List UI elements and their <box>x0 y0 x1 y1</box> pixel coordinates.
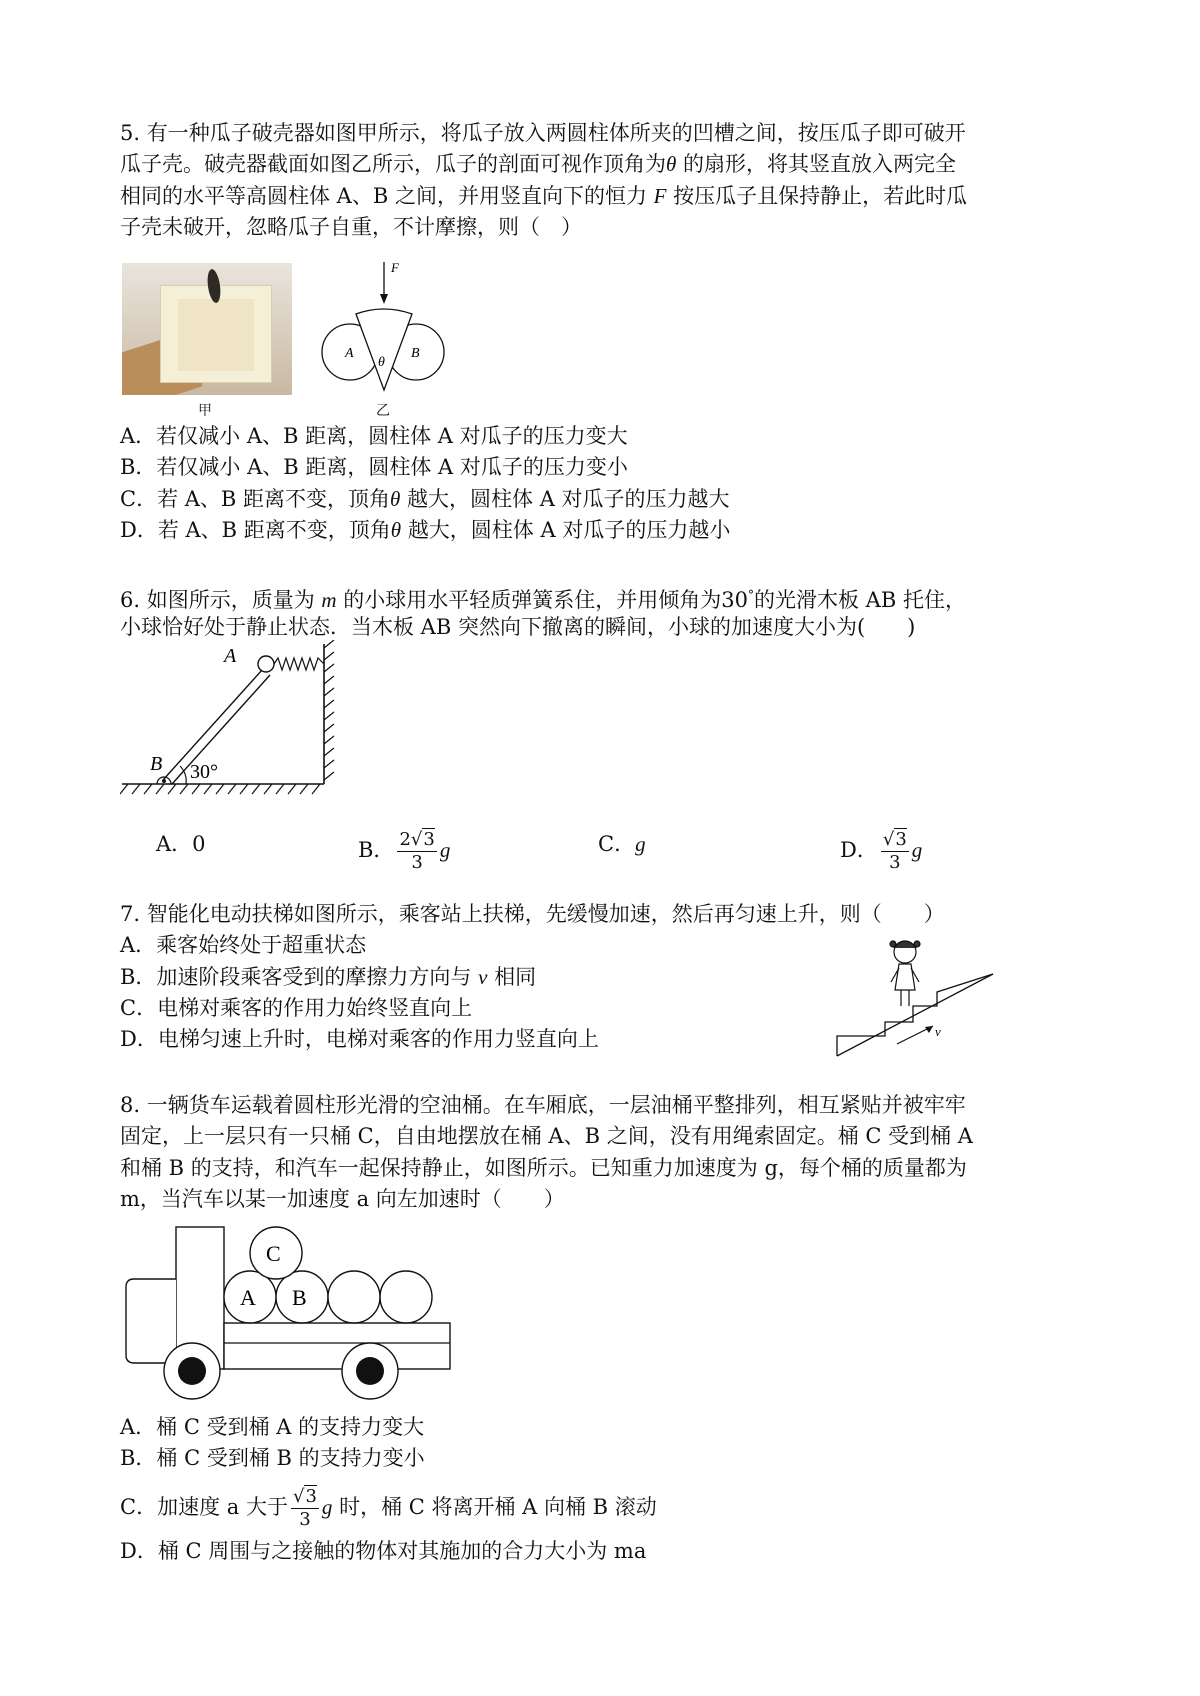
q6-line-1-c: 的光滑木板 AB 托住， <box>754 588 966 612</box>
q8-option-c-fraction <box>291 1486 319 1531</box>
q8-line-2: 固定，上一层只有一只桶 C，自由地摆放在桶 A、B 之间，没有用绳索固定。桶 C 受到桶 A <box>120 1124 973 1148</box>
q5-caption-yi: 乙 <box>376 403 390 419</box>
sqrt-sign: √ <box>292 1486 305 1507</box>
num-radicand: 3 <box>305 1486 317 1507</box>
q5-option-c-a: C．若 A、B 距离不变，顶角 <box>120 487 391 511</box>
q8-option-c-a: C．加速度 a 大于 <box>120 1495 288 1519</box>
q8-option-a[interactable]: A．桶 C 受到桶 A 的支持力变大 <box>120 1415 425 1439</box>
q6-line-1 <box>120 580 966 615</box>
q5-line-2-b: 的扇形，将其竖直放入两完全 <box>683 152 957 176</box>
label-theta: θ <box>378 355 385 370</box>
q8-line-1: 8. 一辆货车运载着圆柱形光滑的空油桶。在车厢底，一层油桶平整排列，相互紧贴并被牢牢 <box>120 1093 966 1117</box>
q6-mass-m: m <box>321 588 337 612</box>
g-symbol: g <box>439 838 451 862</box>
barrel-4 <box>380 1271 432 1323</box>
q5-option-c-theta: θ <box>390 487 401 511</box>
ground-hatch <box>120 784 320 794</box>
q8-line-4: m，当汽车以某一加速度 a 向左加速时（ ） <box>120 1187 565 1211</box>
q5-line-2-a: 瓜子壳。破壳器截面如图乙所示，瓜子的剖面可视作顶角为 <box>120 152 666 176</box>
truck-bed <box>224 1323 450 1369</box>
q5-option-c[interactable] <box>120 484 730 514</box>
force-label: F <box>391 260 399 275</box>
label-B: B <box>411 346 420 361</box>
q8-figure <box>120 1215 460 1405</box>
wheel-front-hub <box>178 1357 206 1385</box>
q5-line-1: 5. 有一种瓜子破壳器如图甲所示，将瓜子放入两圆柱体所夹的凹槽之间，按压瓜子即可破开 <box>120 121 966 145</box>
q7-option-d[interactable]: D．电梯匀速上升时，电梯对乘客的作用力竖直向上 <box>120 1027 599 1051</box>
q6-option-c[interactable] <box>598 829 646 859</box>
label-A: A <box>345 346 354 361</box>
q8-option-c-b: 时，桶 C 将离开桶 A 向桶 B 滚动 <box>339 1495 657 1519</box>
q5-option-c-b: 越大，圆柱体 A 对瓜子的压力越大 <box>407 487 730 511</box>
q5-line-4: 子壳未破开，忽略瓜子自重，不计摩擦，则（ ） <box>120 215 582 239</box>
q7-figure <box>835 930 1000 1060</box>
q6-degree: ° <box>748 588 754 602</box>
q6-option-d[interactable] <box>840 829 922 874</box>
g-symbol: g <box>635 832 646 856</box>
denominator: 3 <box>299 1509 311 1530</box>
label-angle: 30° <box>190 761 218 783</box>
wall-hatch <box>324 640 334 780</box>
passenger-bun-right <box>914 941 920 947</box>
g-symbol: g <box>321 1495 333 1519</box>
label-B: B <box>292 1285 307 1310</box>
wheel-rear-hub <box>356 1357 384 1385</box>
hinge-pin <box>162 779 166 783</box>
q7-option-b[interactable] <box>120 962 536 992</box>
q6-option-d-fraction <box>881 829 909 874</box>
sqrt-sign: √ <box>882 829 895 850</box>
num-coef: 2 <box>399 829 411 850</box>
barrel-3 <box>328 1271 380 1323</box>
q6-line-1-b: 的小球用水平轻质弹簧系住，并用倾角为30 <box>343 588 748 612</box>
passenger-dress <box>895 964 915 990</box>
passenger-figure <box>890 941 920 1006</box>
passenger-bun-left <box>890 941 896 947</box>
q8-option-d[interactable]: D．桶 C 周围与之接触的物体对其施加的合力大小为 ma <box>120 1539 647 1563</box>
q7-v: v <box>478 965 488 989</box>
q6-line-2: 小球恰好处于静止状态．当木板 AB 突然向下撤离的瞬间，小球的加速度大小为( ) <box>120 615 916 639</box>
velocity-label: v <box>935 1024 941 1039</box>
q5-line-3-b: 按压瓜子且保持静止，若此时瓜 <box>673 184 968 208</box>
q8-line-3: 和桶 B 的支持，和汽车一起保持静止，如图所示。已知重力加速度为 g，每个桶的质量都为 <box>120 1156 967 1180</box>
q6-option-c-label: C． <box>598 832 636 856</box>
label-A: A <box>224 645 237 667</box>
q6-option-b-fraction <box>397 829 436 874</box>
q5-option-b[interactable]: B．若仅减小 A、B 距离，圆柱体 A 对瓜子的压力变小 <box>120 455 628 479</box>
q6-option-a[interactable]: A．0 <box>156 832 206 856</box>
truck-hood <box>126 1279 176 1363</box>
q6-option-b-label: B． <box>358 838 395 862</box>
q5-option-d-a: D．若 A、B 距离不变，顶角 <box>120 518 391 542</box>
label-A: A <box>240 1285 256 1310</box>
q6-figure <box>120 640 340 800</box>
q5-caption-jia: 甲 <box>198 403 212 419</box>
g-symbol: g <box>911 838 923 862</box>
label-C: C <box>266 1241 281 1266</box>
q5-option-d[interactable] <box>120 515 730 545</box>
q5-option-d-theta: θ <box>390 518 402 542</box>
q5-line-2 <box>120 149 956 179</box>
q5-option-a[interactable]: A．若仅减小 A、B 距离，圆柱体 A 对瓜子的压力变大 <box>120 424 628 448</box>
q6-option-b[interactable] <box>358 829 450 874</box>
passenger-hair <box>894 941 916 948</box>
q8-option-b[interactable]: B．桶 C 受到桶 B 的支持力变小 <box>120 1446 425 1470</box>
q7-stem: 7. 智能化电动扶梯如图所示，乘客站上扶梯，先缓慢加速，然后再匀速上升，则（ ） <box>120 902 945 926</box>
q6-line-1-a: 6. 如图所示，质量为 <box>120 588 315 612</box>
board-edge-2 <box>172 675 270 784</box>
num-radicand: 3 <box>423 829 435 850</box>
sheller-inner <box>178 299 254 371</box>
force-arrow-head <box>380 294 388 304</box>
q7-option-b-b: 相同 <box>494 965 537 989</box>
q7-option-b-a: B．加速阶段乘客受到的摩擦力方向与 <box>120 965 472 989</box>
q5-figure-jia-photo <box>122 263 292 395</box>
q5-option-d-b: 越大，圆柱体 A 对瓜子的压力越小 <box>407 518 731 542</box>
ball <box>258 656 274 672</box>
q8-option-c[interactable] <box>120 1486 657 1531</box>
q5-theta: θ <box>666 152 677 176</box>
spring <box>274 658 324 670</box>
q5-line-3-a: 相同的水平等高圆柱体 A、B 之间，并用竖直向下的恒力 <box>120 184 647 208</box>
q5-figure-yi <box>318 258 448 408</box>
q7-option-c[interactable]: C．电梯对乘客的作用力始终竖直向上 <box>120 996 473 1020</box>
denominator: 3 <box>889 852 901 873</box>
label-B: B <box>150 753 163 775</box>
q6-option-d-label: D． <box>840 838 878 862</box>
denominator: 3 <box>411 852 423 873</box>
seed-sector <box>356 309 412 390</box>
q5-force-F: F <box>653 184 667 208</box>
sqrt-sign: √ <box>410 829 423 850</box>
q7-option-a[interactable]: A．乘客始终处于超重状态 <box>120 933 367 957</box>
q5-line-3 <box>120 181 967 211</box>
num-radicand: 3 <box>895 829 907 850</box>
